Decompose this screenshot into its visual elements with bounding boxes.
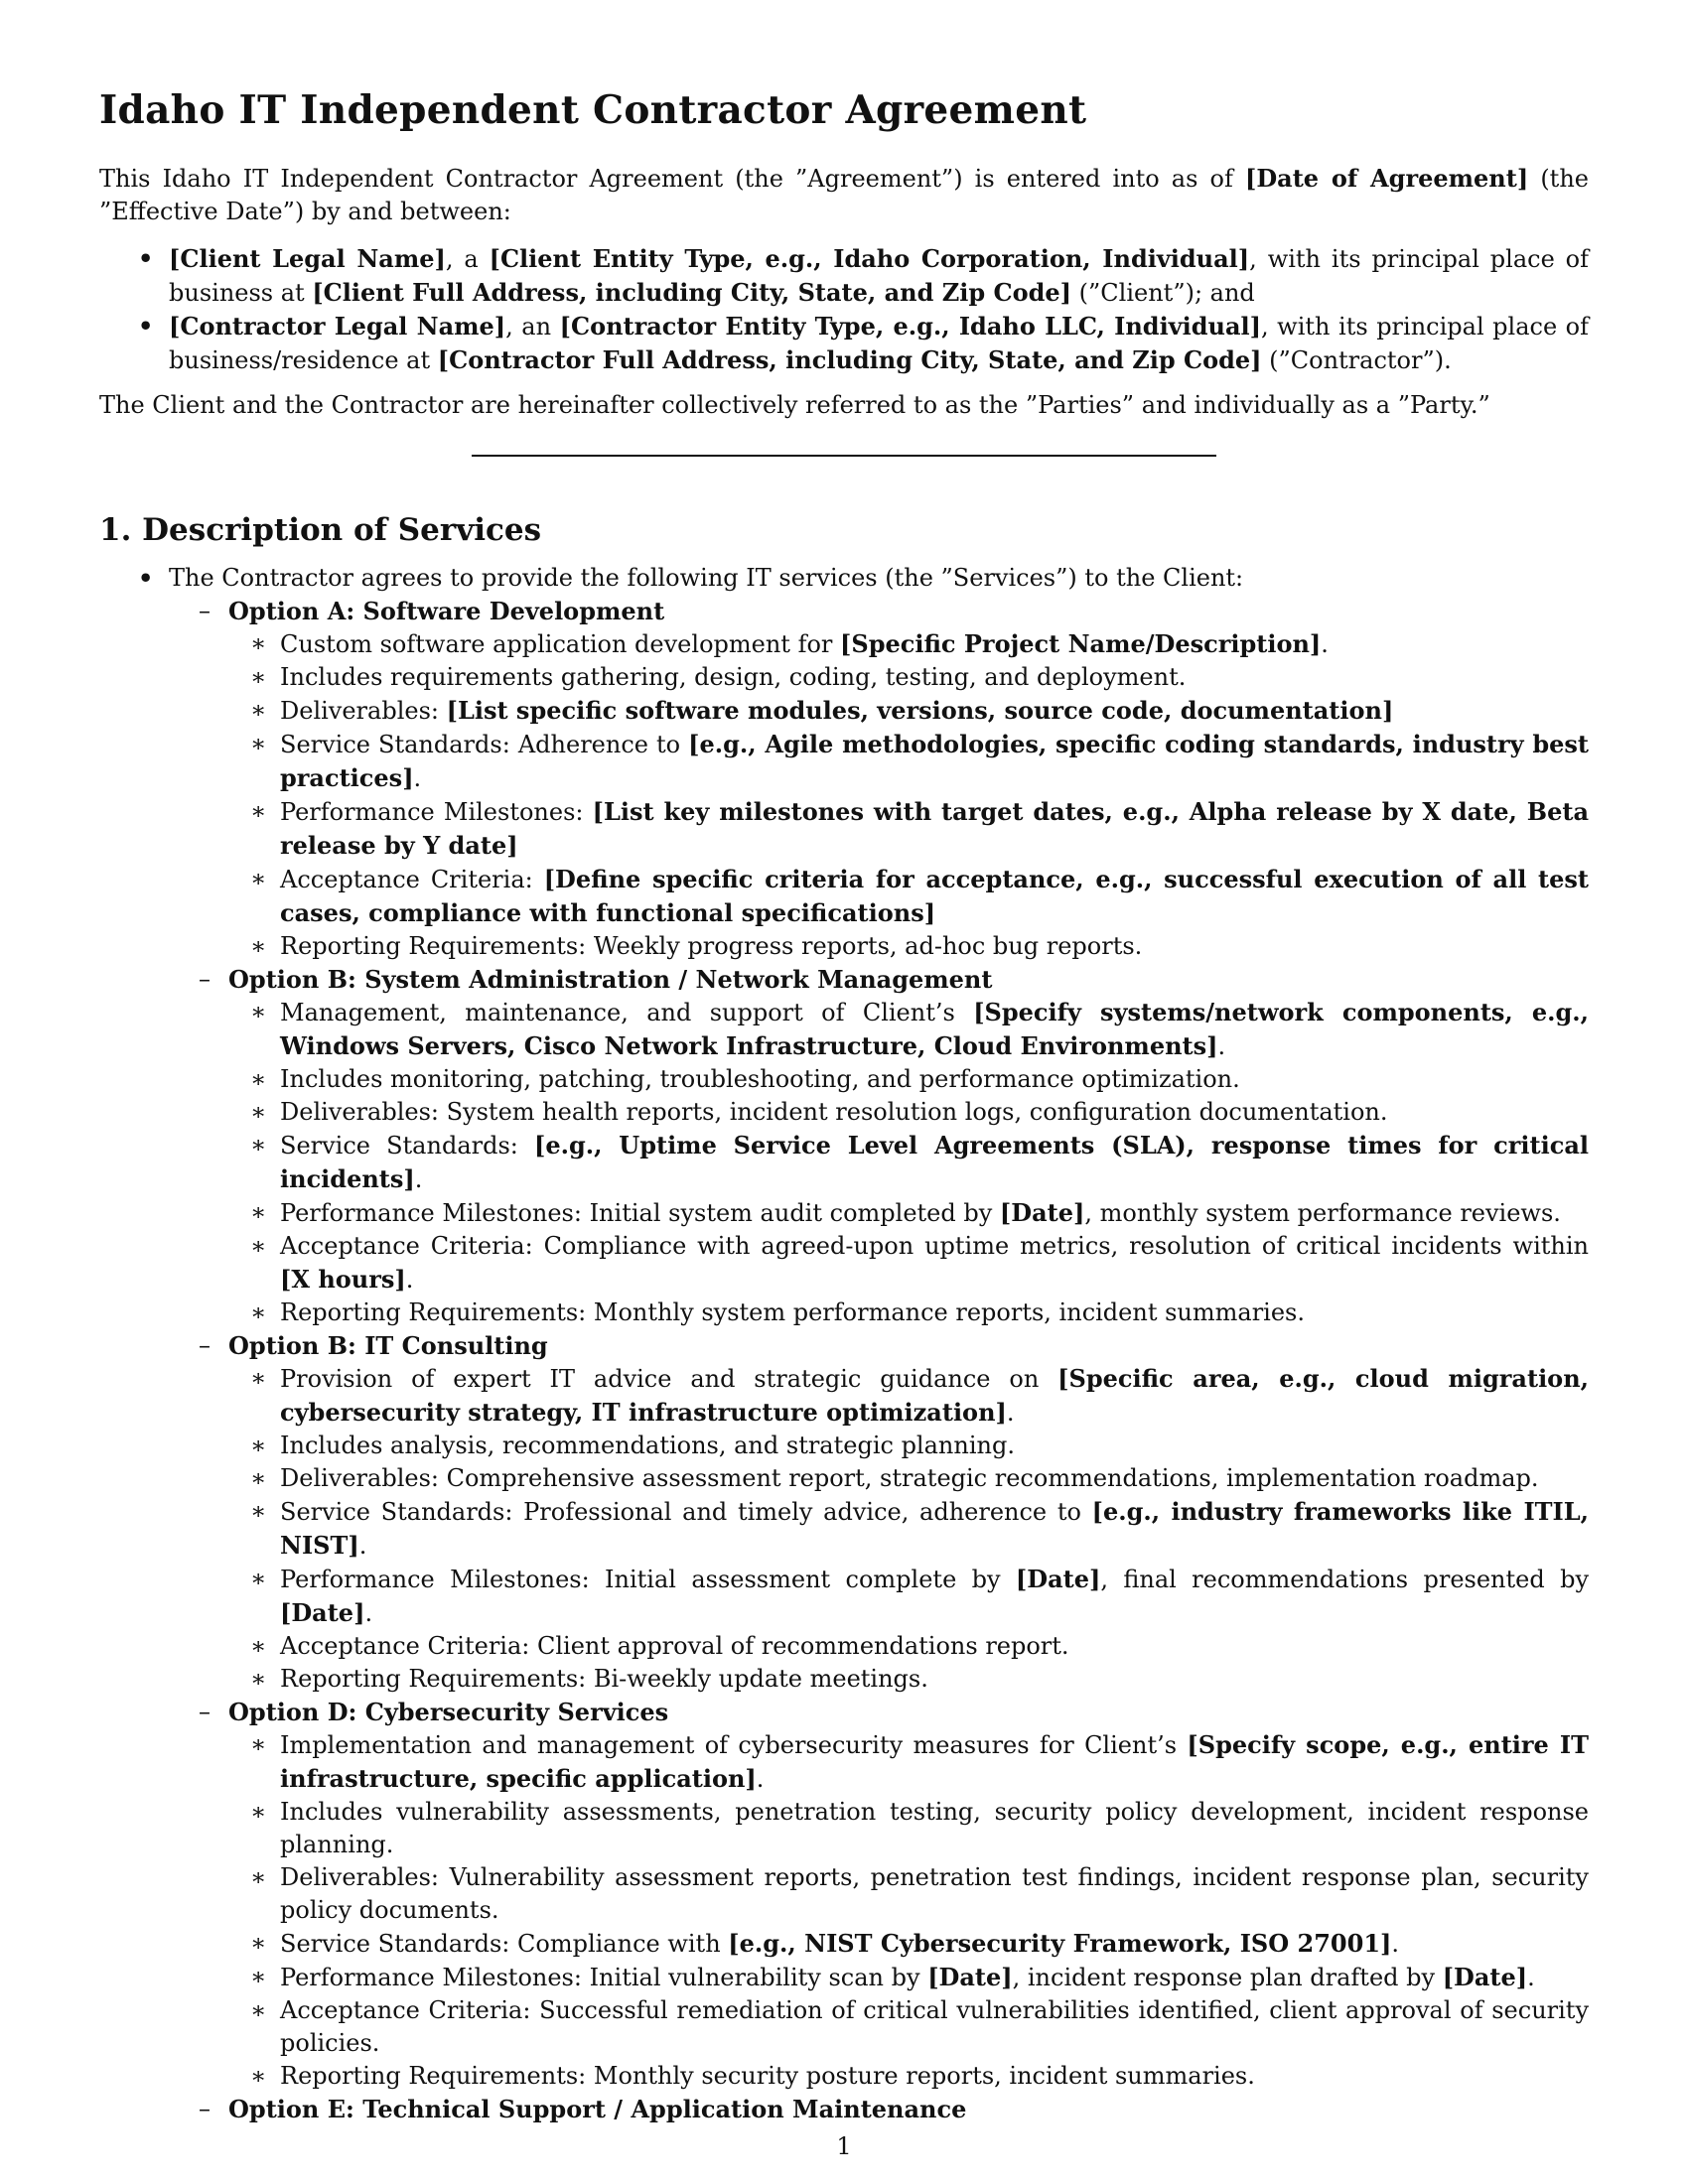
item-text: Includes monitoring, patching, troubleshooting, and performance optimization.: [280, 1065, 1240, 1094]
item-text: , incident response plan drafted by: [1012, 1964, 1443, 1992]
option-title-text: Option A: Software Development: [228, 597, 665, 626]
list-item: [99, 728, 1589, 795]
item-text: .: [1527, 1964, 1535, 1992]
item-text: Reporting Requirements: Monthly system performance reports, incident summaries.: [280, 1298, 1305, 1327]
list-item: [99, 661, 1589, 694]
item-text: Service Standards: Compliance with: [280, 1930, 729, 1959]
list-item: [99, 1796, 1589, 1861]
placeholder-text: [Date]: [1442, 1963, 1528, 1992]
bullet-icon: •: [138, 243, 154, 273]
placeholder-text: [Date]: [280, 1598, 365, 1628]
date-placeholder: [Date of Agreement]: [1244, 163, 1529, 193]
party-text: , with its principal place of business at: [169, 244, 1589, 307]
party-text: , an: [505, 312, 560, 341]
parties-note: The Client and the Contractor are hereinafter collectively referred to as the ”Parties” and individually as a ”Party.”: [99, 390, 1490, 419]
bullet-icon: •: [138, 311, 154, 341]
item-text: Deliverables: Vulnerability assessment reports, penetration test findings, incident response plan, security policy documents.: [280, 1863, 1589, 1925]
item-text: .: [1321, 630, 1329, 659]
contractor-name: [Contractor Legal Name]: [169, 311, 506, 341]
placeholder-text: [List key milestones with target dates, e.g., Alpha release by X date, Beta release by Y date]: [280, 797, 1589, 861]
item-text: Reporting Requirements: Weekly progress reports, ad-hoc bug reports.: [280, 932, 1143, 961]
list-item: [99, 1196, 1589, 1230]
contractor-address: [Contractor Full Address, including City, State, and Zip Code]: [437, 344, 1262, 374]
party-text: , a: [445, 244, 490, 273]
option-title: [99, 1329, 1589, 1362]
placeholder-text: [Date]: [927, 1963, 1013, 1992]
placeholder-text: [e.g., Uptime Service Level Agreements (SLA), response times for critical incidents]: [280, 1131, 1589, 1194]
asterisk-icon: ∗: [250, 1996, 267, 2025]
item-text: Deliverables: System health reports, incident resolution logs, configuration documentation.: [280, 1098, 1388, 1127]
item-text: Includes requirements gathering, design, coding, testing, and deployment.: [280, 663, 1187, 692]
dash-icon: –: [199, 965, 211, 994]
asterisk-icon: ∗: [250, 1730, 267, 1759]
list-item: [99, 627, 1589, 661]
list-item: [99, 1961, 1589, 1994]
list-item: [99, 1728, 1589, 1796]
item-text: Deliverables: Comprehensive assessment report, strategic recommendations, implementation roadmap.: [280, 1464, 1539, 1493]
list-item: [99, 1129, 1589, 1196]
item-text: .: [358, 1532, 367, 1561]
list-item: [99, 1297, 1589, 1329]
list-item: [99, 1630, 1589, 1663]
item-text: Service Standards:: [280, 1132, 534, 1160]
option-title: [99, 1696, 1589, 1728]
item-text: , final recommendations presented by: [1100, 1566, 1589, 1594]
list-item: [99, 1430, 1589, 1462]
item-text: .: [1391, 1930, 1400, 1959]
item-text: .: [364, 1599, 373, 1628]
list-item: [99, 1230, 1589, 1297]
item-text: Performance Milestones: Initial system audit completed by: [280, 1199, 1000, 1228]
asterisk-icon: ∗: [250, 730, 267, 758]
intro-text: This Idaho IT Independent Contractor Agreement (the ”Agreement”) is entered into as of: [99, 164, 1245, 193]
asterisk-icon: ∗: [250, 1131, 267, 1160]
list-item: [99, 1994, 1589, 2060]
list-item: [99, 2060, 1589, 2093]
asterisk-icon: ∗: [250, 1065, 267, 1094]
item-text: Reporting Requirements: Bi-weekly update meetings.: [280, 1665, 928, 1694]
asterisk-icon: ∗: [250, 696, 267, 725]
list-item: [99, 795, 1589, 863]
dash-icon: –: [199, 1331, 211, 1360]
dash-icon: –: [199, 1698, 211, 1726]
option-title-text: Option B: IT Consulting: [228, 1331, 548, 1361]
page-number: 1: [836, 2132, 852, 2160]
item-text: Includes vulnerability assessments, penetration testing, security policy development, incident response planning.: [280, 1798, 1589, 1859]
asterisk-icon: ∗: [250, 663, 267, 692]
item-text: .: [1217, 1032, 1226, 1061]
placeholder-text: [e.g., Agile methodologies, specific coding standards, industry best practices]: [280, 730, 1590, 793]
contractor-entity: [Contractor Entity Type, e.g., Idaho LLC, Individual]: [559, 311, 1262, 341]
asterisk-icon: ∗: [250, 1464, 267, 1493]
horizontal-rule: [472, 455, 1216, 457]
list-item: [99, 1563, 1589, 1630]
client-address: [Client Full Address, including City, State, and Zip Code]: [312, 277, 1072, 307]
item-text: Management, maintenance, and support of Client’s: [280, 999, 974, 1027]
dash-icon: –: [199, 2095, 211, 2123]
client-entity: [Client Entity Type, e.g., Idaho Corporation, Individual]: [489, 243, 1250, 273]
section-title: 1. Description of Services: [99, 511, 542, 548]
item-text: , monthly system performance reviews.: [1084, 1199, 1561, 1228]
item-text: Performance Milestones: Initial vulnerability scan by: [280, 1964, 928, 1992]
client-name: [Client Legal Name]: [169, 243, 446, 273]
document-page: [99, 87, 1589, 2125]
asterisk-icon: ∗: [250, 1364, 267, 1393]
list-item: [99, 1861, 1589, 1927]
asterisk-icon: ∗: [250, 629, 267, 658]
item-text: .: [414, 1165, 423, 1194]
party-text: (”Contractor”).: [1261, 345, 1452, 374]
placeholder-text: [Specific area, e.g., cloud migration, cybersecurity strategy, IT infrastructure optimization]: [280, 1364, 1589, 1428]
asterisk-icon: ∗: [250, 1098, 267, 1127]
list-item: [99, 996, 1589, 1063]
option-title-text: Option E: Technical Support / Application Maintenance: [228, 2095, 967, 2124]
list-item: [99, 1663, 1589, 1696]
asterisk-icon: ∗: [250, 1565, 267, 1593]
list-item: [99, 1362, 1589, 1430]
asterisk-icon: ∗: [250, 797, 267, 826]
placeholder-text: [List specific software modules, versions, source code, documentation]: [446, 696, 1394, 726]
item-text: Performance Milestones:: [280, 798, 593, 827]
asterisk-icon: ∗: [250, 1432, 267, 1460]
document-title: Idaho IT Independent Contractor Agreement: [99, 87, 1087, 133]
placeholder-text: [X hours]: [280, 1265, 406, 1295]
list-item: [99, 694, 1589, 728]
placeholder-text: [Date]: [1015, 1565, 1101, 1594]
asterisk-icon: ∗: [250, 1632, 267, 1661]
item-text: Acceptance Criteria:: [280, 866, 544, 894]
party-contractor: [99, 310, 1589, 377]
list-item: [99, 1495, 1589, 1563]
asterisk-icon: ∗: [250, 1963, 267, 1991]
item-text: Deliverables:: [280, 697, 447, 726]
list-item: [99, 1462, 1589, 1495]
item-text: Includes analysis, recommendations, and strategic planning.: [280, 1432, 1015, 1460]
asterisk-icon: ∗: [250, 865, 267, 893]
bullet-icon: •: [138, 564, 154, 594]
party-text: , with its principal place of business/residence at: [169, 312, 1589, 374]
options-list: [99, 595, 1589, 2125]
item-text: Acceptance Criteria: Compliance with agreed-upon uptime metrics, resolution of critical incidents within: [280, 1232, 1589, 1261]
asterisk-icon: ∗: [250, 1863, 267, 1892]
asterisk-icon: ∗: [250, 1929, 267, 1958]
list-item: [99, 1927, 1589, 1961]
item-text: Implementation and management of cybersecurity measures for Client’s: [280, 1731, 1188, 1760]
option-title-text: Option B: System Administration / Network Management: [228, 965, 993, 995]
item-text: .: [405, 1266, 414, 1295]
option-title: [99, 963, 1589, 996]
item-text: Reporting Requirements: Monthly security posture reports, incident summaries.: [280, 2062, 1255, 2091]
party-client: [99, 242, 1589, 310]
list-item: [99, 1063, 1589, 1096]
item-text: Provision of expert IT advice and strategic guidance on: [280, 1365, 1058, 1394]
item-text: Acceptance Criteria: Client approval of recommendations report.: [280, 1632, 1069, 1661]
intro-paragraph: [99, 162, 1589, 228]
option-title: [99, 595, 1589, 627]
intro-text-2: (the ”Effective Date”) by and between:: [99, 164, 1589, 225]
asterisk-icon: ∗: [250, 998, 267, 1026]
item-text: .: [1006, 1399, 1015, 1428]
placeholder-text: [Date]: [999, 1198, 1085, 1228]
dash-icon: –: [199, 597, 211, 625]
item-text: Service Standards: Adherence to: [280, 731, 689, 759]
item-text: Custom software application development for: [280, 630, 840, 659]
item-text: Service Standards: Professional and timely advice, adherence to: [280, 1498, 1092, 1527]
list-item: [99, 1096, 1589, 1129]
asterisk-icon: ∗: [250, 1665, 267, 1694]
asterisk-icon: ∗: [250, 932, 267, 961]
placeholder-text: [e.g., industry frameworks like ITIL, NIST]: [280, 1497, 1589, 1561]
placeholder-text: [Specific Project Name/Description]: [840, 629, 1322, 659]
item-text: .: [413, 764, 422, 793]
placeholder-text: [Specify scope, e.g., entire IT infrastructure, specific application]: [280, 1730, 1589, 1794]
placeholder-text: [Define specific criteria for acceptance, e.g., successful execution of all test cases, compliance with functional specifications]: [280, 865, 1589, 928]
asterisk-icon: ∗: [250, 2062, 267, 2091]
placeholder-text: [e.g., NIST Cybersecurity Framework, ISO 27001]: [728, 1929, 1392, 1959]
parties-list: [99, 242, 1589, 377]
asterisk-icon: ∗: [250, 1798, 267, 1827]
item-text: Acceptance Criteria: Successful remediation of critical vulnerabilities identified, client approval of security policies.: [280, 1996, 1589, 2058]
party-text: (”Client”); and: [1071, 278, 1255, 307]
list-item: [99, 863, 1589, 930]
asterisk-icon: ∗: [250, 1298, 267, 1327]
item-text: .: [756, 1765, 765, 1794]
option-title-text: Option D: Cybersecurity Services: [228, 1698, 669, 1727]
asterisk-icon: ∗: [250, 1198, 267, 1227]
asterisk-icon: ∗: [250, 1232, 267, 1261]
item-text: Performance Milestones: Initial assessment complete by: [280, 1566, 1016, 1594]
services-lead-text: The Contractor agrees to provide the following IT services (the ”Services”) to the Client:: [169, 564, 1244, 593]
services-lead: [99, 562, 1589, 595]
list-item: [99, 930, 1589, 963]
placeholder-text: [Specify systems/network components, e.g., Windows Servers, Cisco Network Infrastructure, Cloud Environments]: [280, 998, 1590, 1061]
asterisk-icon: ∗: [250, 1497, 267, 1526]
option-title: [99, 2093, 1589, 2125]
